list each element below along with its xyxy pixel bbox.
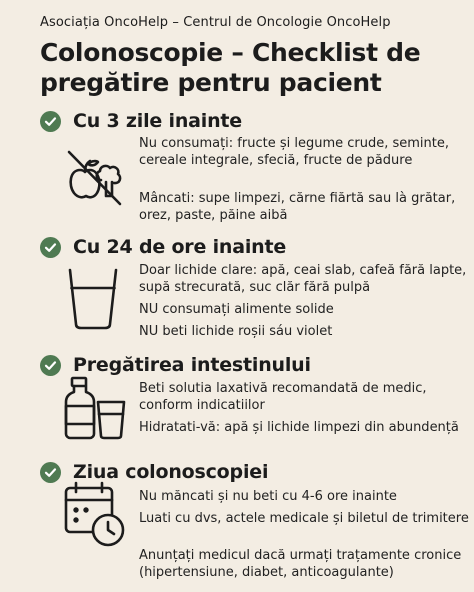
org-line: Asociația OncoHelp – Centrul de Oncologie OncoHelp <box>40 15 391 30</box>
list-item: Nu măncati și nu beti cu 4-6 ore inainte <box>139 489 397 504</box>
list-item: Hidratati-vă: apă și lichide limpezi din abundență <box>139 420 459 435</box>
section-title: Cu 24 de ore inainte <box>73 236 287 258</box>
list-item: NU consumați alimente solide <box>139 302 334 317</box>
check-icon <box>40 237 61 258</box>
list-item: Beti solutia laxativă recomandată de medic, conform indicatiilor <box>139 381 427 413</box>
check-icon <box>40 355 61 376</box>
list-item: Doar lichide clare: apă, ceai slab, cafeă fără lapte, supă strecurată, suc clăr fără pulpă <box>139 263 467 295</box>
laxative-bottle-icon <box>60 374 130 444</box>
no-produce-icon <box>60 140 130 210</box>
list-item: Nu consumați: fructe și legume crude, seminte, cereale integrale, sfeciă, fructe de pădure <box>139 136 450 168</box>
section-title: Ziua colonoscopiei <box>73 461 269 483</box>
section-title: Cu 3 zile inainte <box>73 110 242 132</box>
calendar-clock-icon <box>60 480 130 550</box>
list-item: NU beti lichide roșii sáu violet <box>139 324 333 339</box>
list-item: Mâncati: supe limpezi, cărne fiărtă sau là grătar, orez, paste, păine aibă <box>139 191 456 223</box>
section-header <box>40 236 286 258</box>
check-icon <box>40 462 61 483</box>
check-icon <box>40 111 61 132</box>
section-header <box>40 110 242 132</box>
list-item: Anunțați medicul dacă urmați trațamente cronice (hipertensiune, diabet, anticoagulante) <box>139 548 462 580</box>
section-title: Pregătirea intestinului <box>73 354 311 376</box>
section-header <box>40 354 311 376</box>
water-glass-icon <box>60 264 130 334</box>
page-title: Colonoscopie – Checklist de pregătire pentru pacient <box>40 38 421 97</box>
list-item: Luati cu dvs, actele medicale și biletul de trimitere <box>139 511 469 526</box>
